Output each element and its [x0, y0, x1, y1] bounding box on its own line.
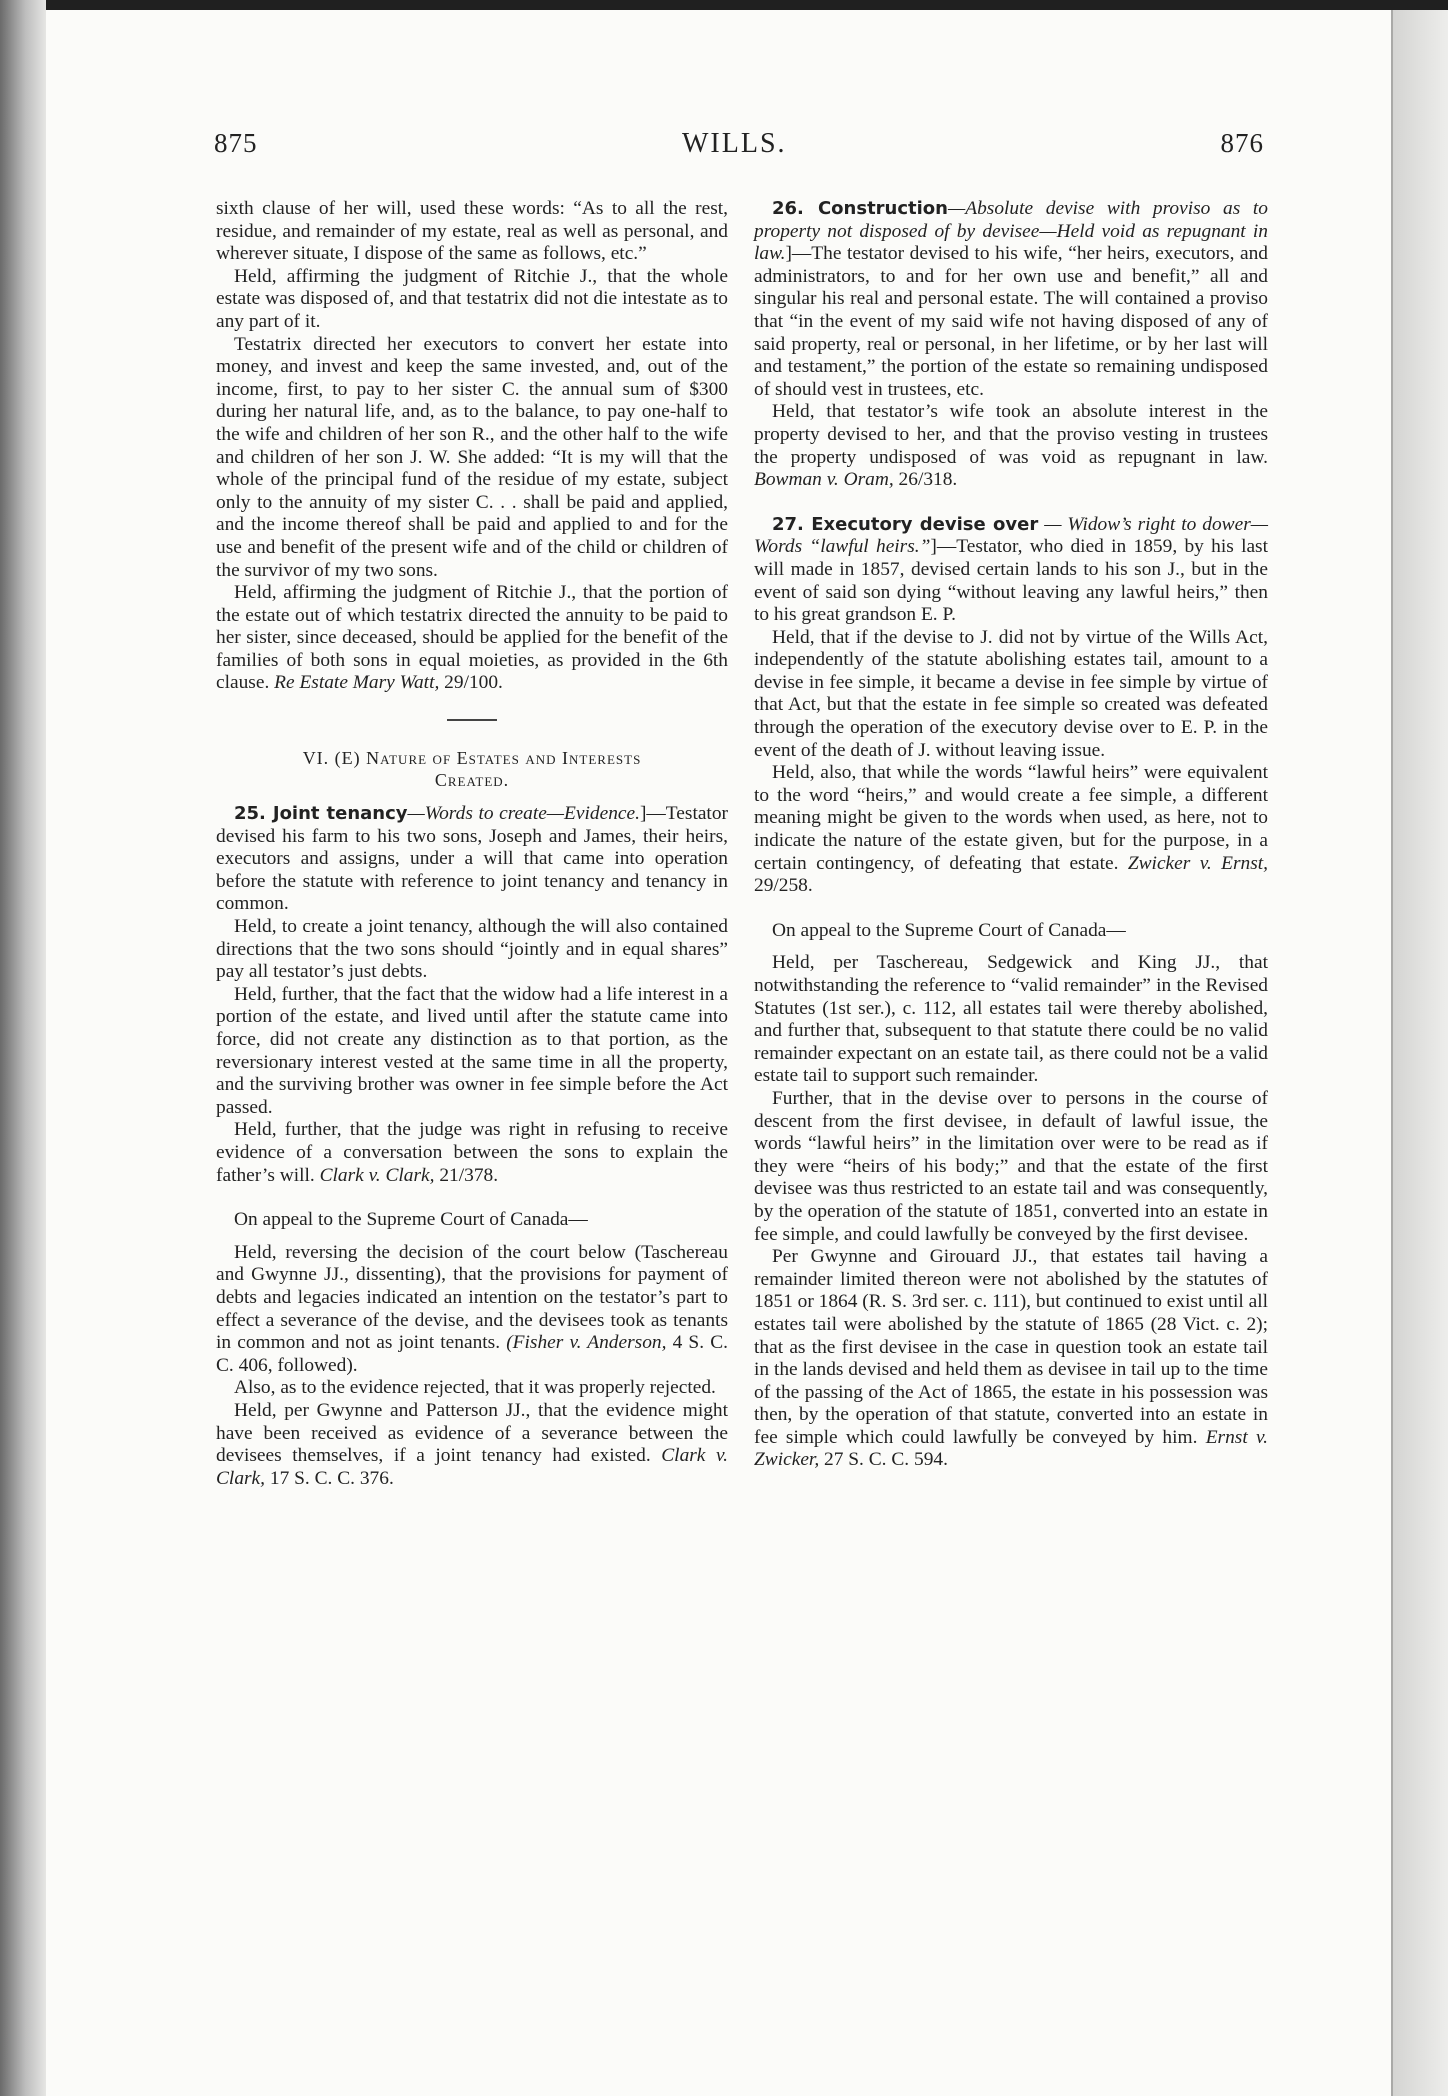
paragraph-text: Per Gwynne and Girouard JJ., that estates tail having a remainder limited thereon were not abolished by the statutes of 1851 or 1864 (R. S. 3rd ser. c. 111), but continued to exist until all estates tail were abolished by the statute of 1865 (28 Vict. c. 2); that as the first devisee in the case in question took an estate tail in the lands devised and held them as devisee in tail up to the time of the passing of the Act of 1865, the estate in his possession was then, by the operation of that statute, converted into an estate in fee simple which could lawfully be conveyed by him. [754, 1246, 1268, 1448]
entry-27-per [754, 1246, 1268, 1472]
entry-subtitle: —Words to create—Evidence. [407, 803, 640, 825]
case-citation: 4 S. C. C. 406, followed). [216, 1332, 728, 1376]
entry-25-appeal: On appeal to the Supreme Court of Canada— [234, 1209, 588, 1231]
entry-25-held-1: Held, to create a joint tenancy, although the will also contained directions that the two sons should “jointly and in equal shares” pay all testator’s just debts. [216, 916, 728, 983]
case-citation: 21/378. [439, 1164, 499, 1186]
spacer [754, 942, 1268, 952]
spacer [216, 1187, 728, 1209]
book-binding-shadow [0, 0, 46, 2096]
case-name: Zwicker v. Ernst, [1127, 852, 1268, 874]
running-header [214, 128, 1264, 168]
entry-title: 27. Executory devise over [772, 513, 1039, 535]
paragraph-continuation: sixth clause of her will, used these words: “As to all the rest, residue, and remainder of my estate, real as well as personal, and wherever situate, I dispose of the same as follows, etc.” [216, 198, 728, 265]
paragraph-held-2 [216, 582, 728, 695]
case-name: (Fisher v. Anderson, [506, 1332, 667, 1354]
paragraph-held-1: Held, affirming the judgment of Ritchie J., that the whole estate was disposed of, and that testatrix did not die intestate as to any part of it. [216, 265, 728, 332]
left-column [216, 198, 728, 1490]
entry-25-held-5 [216, 1400, 728, 1490]
entry-title: 25. Joint tenancy [234, 803, 408, 825]
entry-25-also: Also, as to the evidence rejected, that it was properly rejected. [234, 1377, 716, 1399]
entry-subtitle: —Absolute devise with proviso as to property not disposed of by devisee—Held void as repugnant in law. [754, 198, 1269, 265]
page-edge-right [1391, 10, 1448, 2096]
entry-25-held-3 [216, 1119, 728, 1187]
spacer [754, 492, 1268, 514]
running-title: WILLS. [682, 128, 787, 159]
paragraph-testatrix: Testatrix directed her executors to convert her estate into money, and invest and keep the same invested, and, out of the income, first, to pay to her sister C. the annual sum of $300 during her natural life, and, as to the balance, to pay one-half to the wife and children of her son R., and the other half to the wife and children of her son J. W. She added: “It is my will that the whole of the principal fund of the residue of my estate, subject only to the annuity of my sister C. . . shall be paid and applied, and the income thereof shall be paid and applied to and for the use and benefit of the present wife and of the child or children of the survivor of my two sons. [216, 333, 728, 581]
paragraph-text: Held, per Gwynne and Patterson JJ., that the evidence might have been received as evidence of a severance between the devisees themselves, if a joint tenancy had existed. [216, 1399, 728, 1467]
entry-27-held-2 [754, 762, 1268, 898]
case-citation: 29/100. [444, 672, 503, 694]
entry-27 [754, 514, 1268, 627]
paragraph-text: Held, reversing the decision of the court below (Taschereau and Gwynne JJ., dissenting), that the provisions for payment of debts and legacies indicated an intention on the testator’s part to effect a severance of the devise, and the devisees took as tenants in common and not as joint tenants. [216, 1241, 728, 1354]
section-heading-line-1: VI. (E) Nature of Estates and Interests [302, 748, 642, 769]
page-number-left: 875 [214, 128, 258, 158]
entry-text: ]—Testator devised his farm to his two sons, Joseph and James, their heirs, executors and assigns, under a will that came into operation before the statute with reference to joint tenancy and tenancy in common. [216, 803, 728, 915]
section-heading [216, 747, 728, 791]
entry-text: ]—Testator, who died in 1859, by his last will made in 1857, devised certain lands to his son J., but in the event of said son dying “without leaving any lawful heirs,” then to his great grandson E. P. [754, 536, 1268, 626]
case-citation: 26/318. [898, 469, 958, 491]
paragraph-text: Held, affirming the judgment of Ritchie J., that the portion of the estate out of which testatrix directed the annuity to be paid to her sister, since deceased, should be applied for the benefit of the families of both sons in equal moieties, as provided in the 6th clause. [216, 582, 728, 694]
case-name: Ernst v. Zwicker, [754, 1426, 1268, 1471]
scan-top-edge [0, 0, 1448, 10]
paragraph-text: Held, also, that while the words “lawful heirs” were equivalent to the word “heirs,” and would create a fee simple, a different meaning might be given to the words when used, as here, not to indicate the nature of the estate given, but for the purpose, in a certain contingency, of defeating that estate. [754, 762, 1268, 874]
entry-25-held-4 [216, 1242, 728, 1378]
section-heading-line-2: Created. [434, 770, 510, 791]
entry-27-further: Further, that in the devise over to persons in the course of descent from the first devisee, in default of lawful issue, the words “lawful heirs” in the limitation over were to be read as if they were “heirs of his body;” and that the estate of the first devisee was thus restricted to an estate tail and was consequently, by the operation of the statute of 1851, converted into an estate in fee simple, and could lawfully be conveyed by the first devisee. [754, 1087, 1268, 1245]
entry-26-held [754, 401, 1268, 491]
spacer [754, 898, 1268, 920]
spacer [216, 1232, 728, 1242]
case-citation: 27 S. C. C. 594. [824, 1449, 948, 1471]
case-citation: 17 S. C. C. 376. [269, 1467, 394, 1489]
case-name: Re Estate Mary Watt, [274, 672, 440, 694]
entry-25 [216, 803, 728, 916]
entry-title: 26. Construction [772, 198, 948, 219]
right-column [754, 198, 1268, 1472]
entry-26 [754, 198, 1268, 401]
paragraph-text: Held, that testator’s wife took an absolute interest in the property devised to her, and that the proviso vesting in trustees the property undisposed of was void as repugnant in law. [754, 401, 1268, 468]
paragraph-text: Held, further, that the judge was right in refusing to receive evidence of a conversation between the sons to explain the father’s will. [216, 1119, 728, 1186]
entry-27-appeal: On appeal to the Supreme Court of Canada— [772, 919, 1126, 941]
entry-subtitle: — Widow’s right to dower—Words “lawful heirs.” [754, 513, 1268, 558]
entry-25-held-2: Held, further, that the fact that the widow had a life interest in a portion of the estate, and lived until after the statute came into force, did not create any distinction as to that portion, as the reversionary interest vested at the same time in all the property, and the surviving brother was owner in fee simple before the Act passed. [216, 983, 728, 1118]
entry-27-held-1: Held, that if the devise to J. did not by virtue of the Wills Act, independently of the statute abolishing estates tail, amount to a devise in fee simple, it became a devise in fee simple by virtue of that Act, but that the estate in fee simple so created was defeated through the operation of the executory devise over to E. P. in the event of the death of J. without leaving issue. [754, 626, 1268, 761]
entry-text: ]—The testator devised to his wife, “her heirs, executors, and administrators, to and for her own use and benefit,” all and singular his real and personal estate. The will contained a proviso that “in the event of my said wife not having disposed of any of said property, real or personal, in her lifetime, or by her last will and testament,” the portion of the estate so remaining undisposed of should vest in trustees, etc. [754, 243, 1268, 400]
case-name: Clark v. Clark, [216, 1445, 728, 1489]
case-name: Bowman v. Oram, [754, 469, 894, 491]
case-citation: 29/258. [754, 875, 813, 897]
page-number-right: 876 [1220, 128, 1264, 158]
entry-27-held-3: Held, per Taschereau, Sedgewick and King JJ., that notwithstanding the reference to “valid remainder” in the Revised Statutes (1st ser.), c. 112, all estates tail were thereby abolished, and further that, subsequent to that statute there could be no valid remainder expectant on an estate tail, as there could not be a valid estate tail to support such remainder. [754, 952, 1268, 1087]
case-name: Clark v. Clark, [319, 1164, 435, 1186]
section-divider [447, 719, 497, 721]
